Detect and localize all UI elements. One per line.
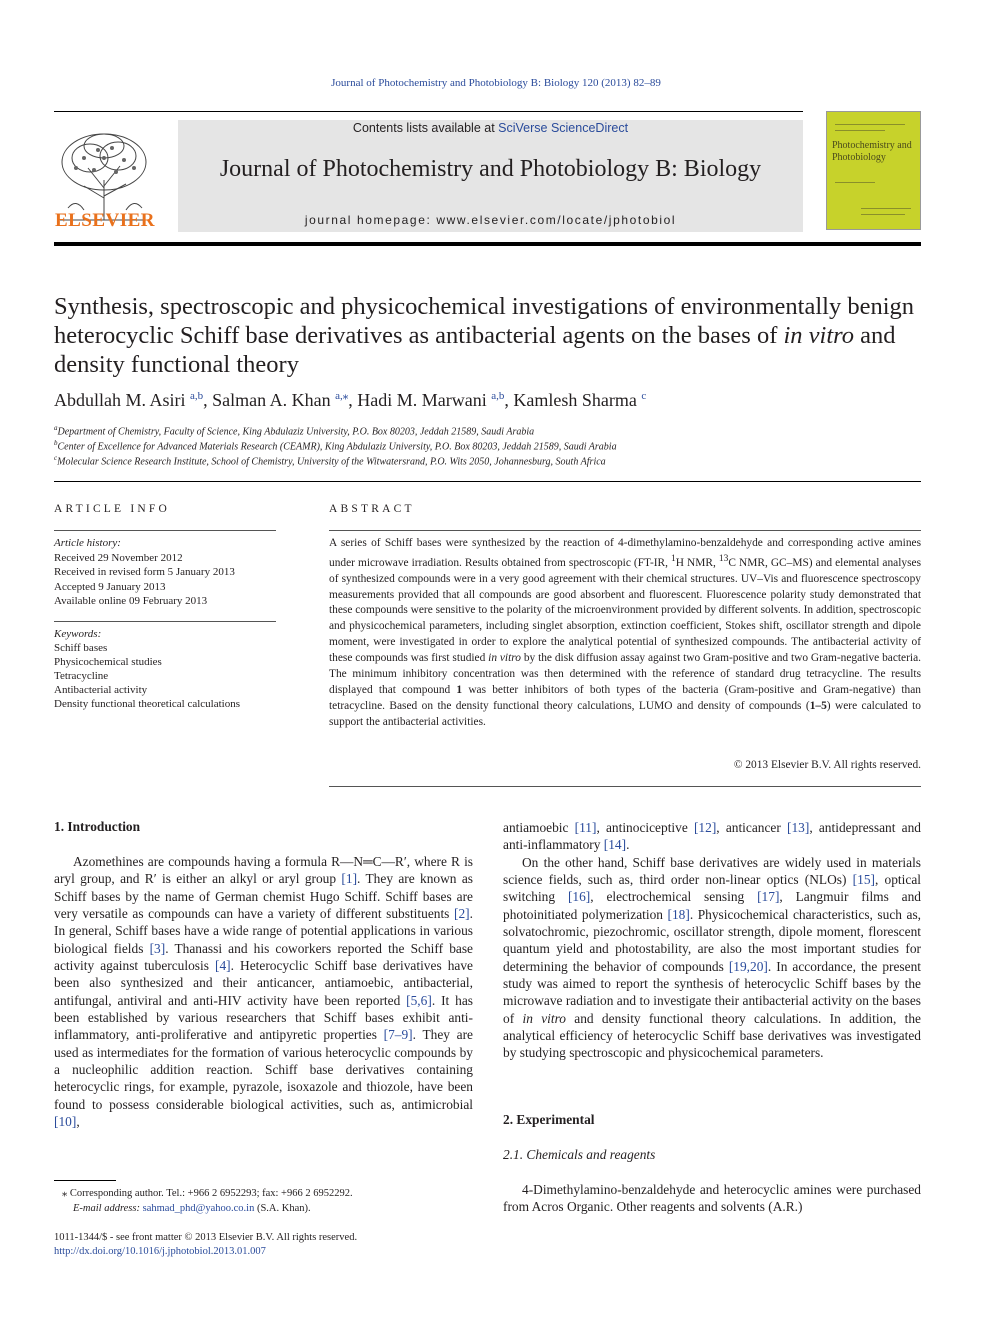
publisher-name: ELSEVIER [54, 210, 156, 231]
footnote-rule [54, 1180, 116, 1181]
citation-link[interactable]: [17] [757, 889, 780, 905]
author-affiliation-marker[interactable]: a,b [190, 390, 204, 402]
author-name[interactable]: Salman A. Khan [212, 390, 331, 410]
journal-homepage-link[interactable]: journal homepage: www.elsevier.com/locate/jphotobiol [304, 213, 677, 227]
abstract-run: C NMR, GC–MS) and elemental analyses of synthesized compounds were in a very good agreement with their chemical structures. UV–Vis and fluorescence spectroscopy measurements provided that all compounds are good absorbent and fluorescent. Fluorescence polarity study demonstrated that these compounds were sensitive to the polarity of the microenvironment provided by different solvents. In addition, spectroscopic and physicochemical parameters, including singlet absorption, extinction coefficient, Stokes shift, oscillator strength and dipole moment, were investigated in order to explore the analytical potential of synthesized compounds. The antibacterial activity of these compounds was first studied [329, 556, 921, 665]
author-affiliation-marker[interactable]: a,b [491, 390, 505, 402]
author-list: Abdullah M. Asiri $^{a,b}$, Salman A. Khan $^{a,⁎}$, Hadi M. Marwani $^{a,b}$, Kamlesh Sharma $^c$ [54, 390, 647, 410]
citation-link[interactable]: [16] [567, 889, 591, 905]
header-thick-rule [54, 242, 921, 246]
text-run: . Physicochemical characteristics, such as, solvatochromic, piezochromic, oscillator strength, dipole moment, florescent quantum yield and photostability, are also the most important studies for determining the behavior of compounds [503, 906, 922, 974]
intro-paragraph [503, 854, 921, 1062]
citation-link[interactable]: [7–9] [383, 1027, 413, 1043]
email-link[interactable]: sahmad_phd@yahoo.co.in [142, 1203, 255, 1214]
footnotes [54, 1186, 473, 1216]
abstract-run: by the disk diffusion assay against two Gram-positive and two Gram-negative bacteria. The minimum inhibitory concentration was then determined with the reference of standard drug tetracycline. The results displayed that compound [329, 652, 921, 696]
citation-link[interactable]: [3] [149, 940, 166, 956]
affiliation [54, 424, 924, 437]
text-run: antiamoebic [503, 820, 575, 835]
header-rule [54, 111, 803, 112]
author-name[interactable]: Hadi M. Marwani [357, 390, 487, 410]
text-run: . In general, Schiff bases have a wide range of potential applications in various biological fields [54, 906, 473, 956]
cover-title: Photochemistry and Photobiology [832, 140, 912, 163]
section-rule [54, 481, 921, 482]
email-suffix: (S.A. Khan). [254, 1203, 311, 1214]
contents-line [178, 121, 803, 135]
keyword-item: Physicochemical studies [54, 656, 162, 668]
keywords [54, 627, 276, 711]
affiliation-text: Department of Chemistry, Faculty of Science, King Abdulaziz University, P.O. Box 80203, Jeddah 21589, Saudi Arabia [57, 426, 535, 438]
history-item: Available online 09 February 2013 [54, 595, 208, 607]
author-affiliation-marker[interactable]: a,⁎ [335, 390, 349, 402]
text-run: On the other hand, Schiff base derivatives are widely used in materials science fields, such as, third order non-linear optics (NLOs) [503, 854, 921, 888]
text-run: , electrochemical sensing [590, 889, 758, 905]
abstract-text [329, 536, 921, 731]
info-rule [54, 621, 276, 622]
author-name[interactable]: Kamlesh Sharma [513, 390, 637, 410]
title-part2: and density functional theory [54, 322, 896, 378]
history-item: Received in revised form 5 January 2013 [54, 566, 235, 578]
affiliation-text: Molecular Science Research Institute, School of Chemistry, University of the Witwatersrand, P.O. Wits 2050, Johannesburg, South Africa [57, 456, 606, 468]
affiliation-text: Center of Excellence for Advanced Materials Research (CEAMR), King Abdulaziz University, P.O. Box 80203, Jeddah 21589, Saudi Arabia [57, 441, 617, 453]
text-run: and density functional theory calculations. In addition, the analytical efficiency of heterocyclic Schiff base derivatives was investigated by studying spectroscopic and physicochemical parameters. [503, 1010, 921, 1061]
sciencedirect-link[interactable]: SciVerse ScienceDirect [498, 121, 629, 135]
citation-link[interactable]: [2] [454, 906, 470, 922]
citation-link[interactable]: [11] [574, 820, 597, 835]
abstract-heading: ABSTRACT [329, 503, 415, 515]
contents-prefix: Contents lists available at [352, 121, 499, 135]
affiliation [54, 454, 924, 467]
doi-link[interactable]: http://dx.doi.org/10.1016/j.jphotobiol.2013.01.007 [54, 1246, 266, 1257]
text-run: . They are known as Schiff bases by the name of German chemist Hugo Schiff. Schiff bases are very versatile as compounds can have a variety of different substituents [54, 871, 473, 922]
cover-line [835, 182, 875, 183]
article-info-heading: ARTICLE INFO [54, 503, 170, 515]
abstract-rule [329, 530, 921, 531]
text-run: . They are used as intermediates for the formation of various heterocyclic compounds by a nucleophilic addition reaction. Schiff base derivatives containing heterocyclic rings, for example, pyrazole, isoxazole and thiozole, have been found to possess considerable biological activities, such as, antimicrobial [54, 1027, 473, 1112]
text-run: . [626, 837, 630, 853]
citation-link[interactable]: [5,6] [406, 992, 432, 1008]
text-run: , antinociceptive [596, 820, 694, 835]
abstract-copyright: © 2013 Elsevier B.V. All rights reserved. [733, 759, 921, 771]
abstract-italic: in vitro [488, 652, 521, 665]
text-run: . Heterocyclic Schiff base derivatives have been also synthesized and their anticancer, antiamoebic, antibacterial, antifungal, antiviral and anti-HIV activity have been reported [54, 958, 473, 1008]
text-run: , antidepressant and anti-inflammatory [503, 820, 921, 853]
affiliation-key: c [54, 454, 58, 462]
abstract-bold: 1 [456, 683, 463, 696]
citation-link[interactable]: [4] [215, 958, 231, 974]
front-matter-text: 1011-1344/$ - see front matter © 2013 Elsevier B.V. All rights reserved. [54, 1232, 358, 1243]
cover-line [861, 208, 911, 209]
email-label: E-mail address: [73, 1203, 143, 1214]
abstract-run: H NMR, [675, 556, 719, 569]
keyword-item: Schiff bases [54, 642, 108, 654]
article-title [54, 292, 924, 379]
intro-paragraph [54, 853, 473, 1131]
email-note [54, 1201, 473, 1216]
text-run: . Thanassi and his coworkers reported the Schiff base activity against tuberculosis [54, 940, 473, 974]
affiliation [54, 439, 924, 452]
text-run: . In accordance, the present study was aimed to report the synthesis of heterocyclic Schiff bases by the microwave radiation and to investigate their antibacterial activity on the bases of [503, 958, 921, 1026]
author-name[interactable]: Abdullah M. Asiri [54, 390, 186, 410]
citation-link[interactable]: [13] [787, 820, 810, 835]
chemicals-subheading: 2.1. Chemicals and reagents [503, 1147, 656, 1162]
cover-line [835, 130, 885, 131]
history-item: Accepted 9 January 2013 [54, 580, 166, 593]
introduction-heading: 1. Introduction [54, 819, 141, 834]
affiliation-key: b [54, 439, 58, 447]
citation-link[interactable]: [12] [693, 820, 717, 835]
citation-link[interactable]: [15] [852, 872, 875, 888]
author-affiliation-marker[interactable]: c [641, 390, 647, 402]
abstract-superscript: 1 [671, 553, 676, 564]
abstract-run: ) were calculated to support the antibacterial activities. [329, 699, 921, 728]
keyword-item: Antibacterial activity [54, 684, 148, 696]
italic-run: in vitro [522, 1010, 566, 1026]
title-italic: in vitro [783, 322, 855, 349]
abstract-superscript: 13 [718, 553, 729, 564]
intro-paragraph-continued [503, 819, 921, 854]
citation-link[interactable]: [1] [341, 871, 358, 887]
cover-line [861, 214, 905, 215]
journal-reference[interactable]: Journal of Photochemistry and Photobiology B: Biology 120 (2013) 82–89 [331, 77, 661, 89]
abstract-end-rule [329, 786, 921, 787]
citation-link[interactable]: [10] [54, 1114, 77, 1130]
experimental-text [503, 1181, 921, 1216]
body-left-column [54, 853, 473, 1131]
keyword-item: Density functional theoretical calculations [54, 698, 241, 710]
abstract-bold: 1–5 [809, 699, 827, 712]
citation-link[interactable]: [14] [603, 837, 627, 853]
front-matter [54, 1231, 554, 1259]
text-run: . It has been established by various researchers that Schiff bases exhibit anti-inflammatory, anti-proliferative and antipyretic properties [54, 992, 473, 1043]
experimental-paragraph: 4-Dimethylamino-benzaldehyde and heterocyclic amines were purchased from Acros Organic. Other reagents and solvents (A.R.) [503, 1182, 921, 1215]
history-item: Received 29 November 2012 [54, 551, 183, 564]
citation-link[interactable]: [18] [667, 906, 690, 922]
text-run: , optical switching [503, 872, 921, 905]
journal-title: Journal of Photochemistry and Photobiology B: Biology [219, 156, 762, 182]
info-rule [54, 530, 276, 531]
journal-cover-thumbnail[interactable] [826, 111, 921, 230]
keywords-label: Keywords: [54, 628, 102, 640]
abstract-run: was better inhibitors of both types of the bacteria (Gram-positive and Gram-negative) than tetracycline. Based on the density functional theory calculations, LUMO and density of compounds ( [329, 683, 921, 712]
text-run: , Langmuir films and photoinitiated polymerization [503, 889, 921, 922]
title-part1: Synthesis, spectroscopic and physicochemical investigations of environmentally benign heterocyclic Schiff base derivatives as antibacterial agents on the bases of [54, 293, 915, 349]
cover-line [835, 124, 905, 125]
text-run: , anticancer [716, 820, 788, 835]
experimental-heading: 2. Experimental [503, 1112, 595, 1127]
article-history [54, 536, 276, 609]
keyword-item: Tetracycline [54, 670, 109, 682]
body-right-column [503, 819, 921, 1062]
citation-link[interactable]: [19,20] [728, 958, 768, 974]
history-label: Article history: [54, 537, 121, 549]
abstract-run: A series of Schiff bases were synthesized by the reaction of 4-dimethylamino-benzaldehyde and corresponding active amines under microwave irradiation. Results obtained from spectroscopic (FT-IR, [329, 537, 921, 569]
text-run: , [76, 1114, 80, 1130]
corresponding-author-note: ⁎ Corresponding author. Tel.: +966 2 6952293; fax: +966 2 6952292. [62, 1188, 353, 1199]
text-run: Azomethines are compounds having a formula R—N═C—R′, where R is aryl group, and R′ is either an alkyl or aryl group [54, 854, 473, 887]
affiliation-key: a [54, 424, 58, 432]
